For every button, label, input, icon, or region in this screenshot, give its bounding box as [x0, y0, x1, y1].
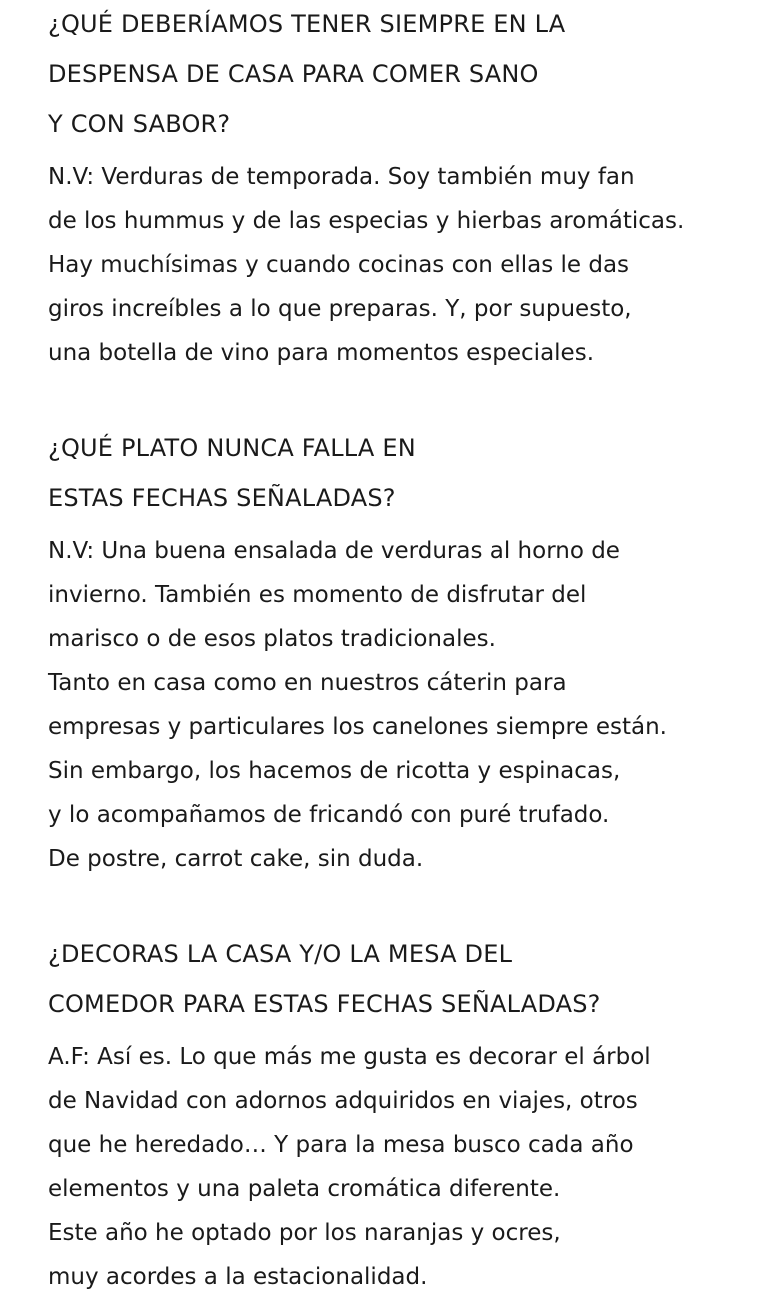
answer-line: Hay muchísimas y cuando cocinas con ellas le das [48, 252, 630, 278]
answer-line: A.F: Así es. Lo que más me gusta es decorar el árbol [48, 1044, 651, 1070]
answer-line: N.V: Verduras de temporada. Soy también muy fan [48, 164, 635, 190]
question-line: DESPENSA DE CASA PARA COMER SANO [48, 60, 539, 88]
answer-line: Tanto en casa como en nuestros cáterin para [48, 670, 567, 696]
question-line: ¿QUÉ PLATO NUNCA FALLA EN [48, 434, 416, 462]
answer-line: de los hummus y de las especias y hierbas aromáticas. [48, 208, 685, 234]
answer-line: una botella de vino para momentos especiales. [48, 340, 595, 366]
answer-line: marisco o de esos platos tradicionales. [48, 626, 496, 652]
answer-line: empresas y particulares los canelones siempre están. [48, 714, 667, 740]
answer-line: De postre, carrot cake, sin duda. [48, 846, 424, 872]
answer-line: Sin embargo, los hacemos de ricotta y espinacas, [48, 758, 621, 784]
answer-line: de Navidad con adornos adquiridos en viajes, otros [48, 1088, 638, 1114]
answer-line: giros increíbles a lo que preparas. Y, por supuesto, [48, 296, 632, 322]
answer-line: Este año he optado por los naranjas y ocres, [48, 1220, 561, 1246]
question-line: ¿QUÉ DEBERÍAMOS TENER SIEMPRE EN LA [48, 10, 566, 38]
answer-line: que he heredado… Y para la mesa busco cada año [48, 1132, 634, 1158]
answer-line: muy acordes a la estacionalidad. [48, 1264, 428, 1290]
question-line: COMEDOR PARA ESTAS FECHAS SEÑALADAS? [48, 990, 601, 1018]
answer-line: N.V: Una buena ensalada de verduras al horno de [48, 538, 620, 564]
answer-line: y lo acompañamos de fricandó con puré trufado. [48, 802, 610, 828]
question-line: Y CON SABOR? [48, 110, 231, 138]
question-line: ESTAS FECHAS SEÑALADAS? [48, 484, 396, 512]
answer-line: elementos y una paleta cromática diferente. [48, 1176, 561, 1202]
answer-line: invierno. También es momento de disfrutar del [48, 582, 587, 608]
question-line: ¿DECORAS LA CASA Y/O LA MESA DEL [48, 940, 513, 968]
